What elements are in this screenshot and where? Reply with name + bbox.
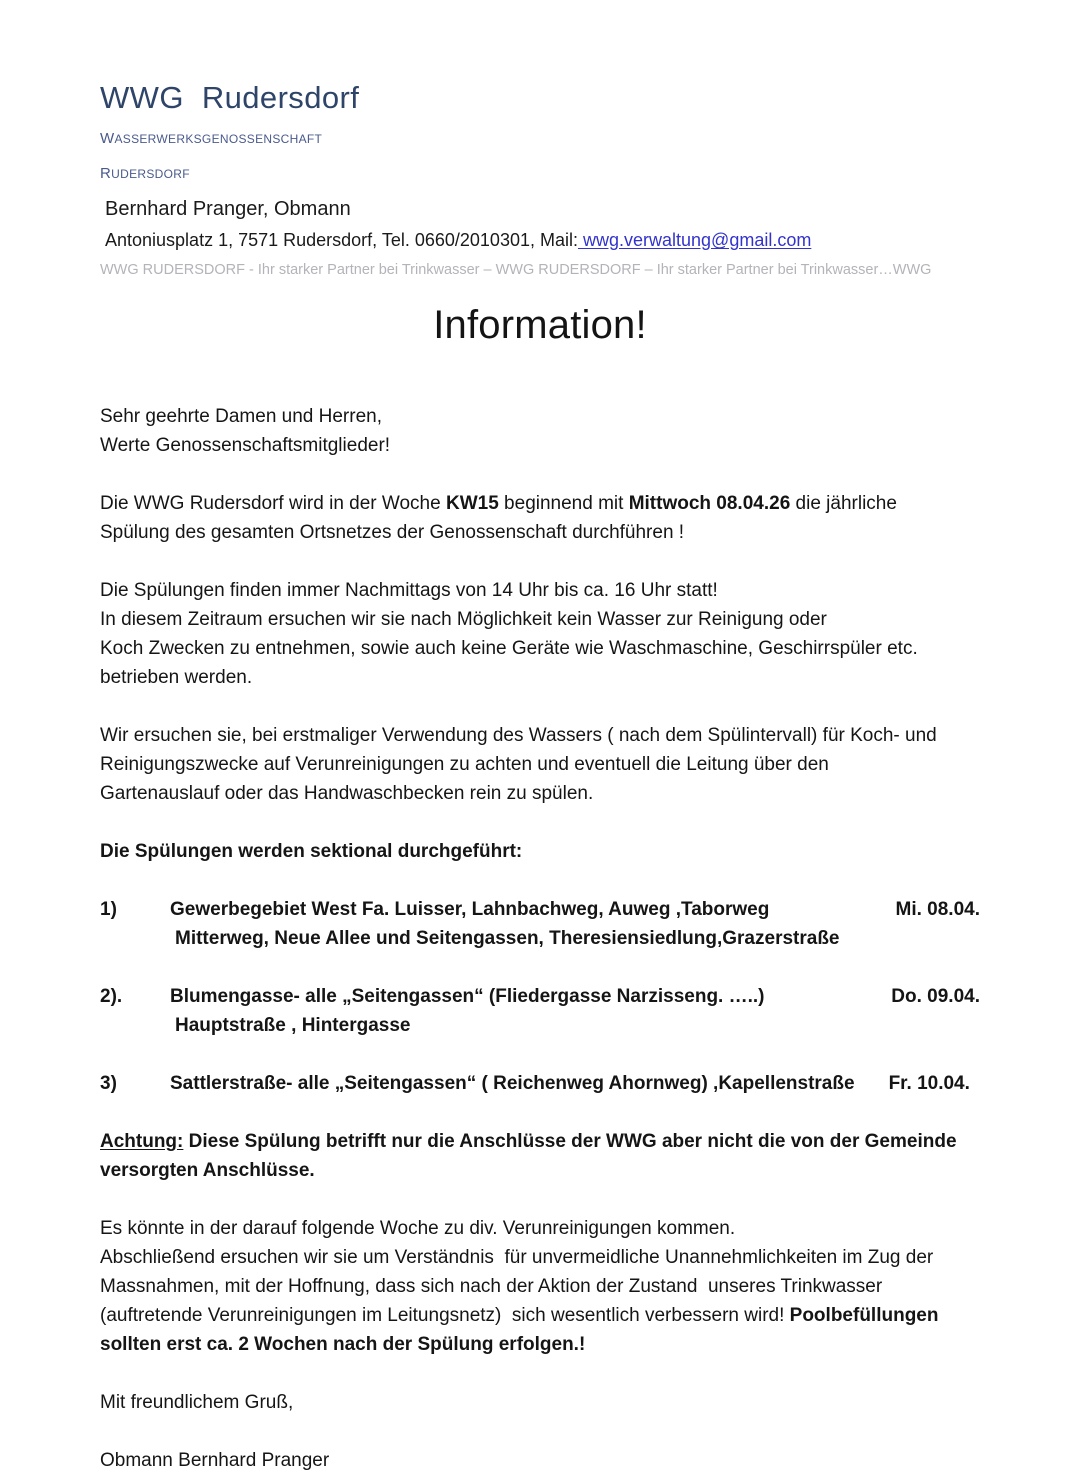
list-item-date: Mi. 08.04. <box>895 899 980 920</box>
pool-notice-bold-2: sollten erst ca. 2 Wochen nach der Spülung erfolgen.! <box>100 1334 586 1355</box>
times-line-2: In diesem Zeitraum ersuchen wir sie nach Möglichkeit kein Wasser zur Reinigung oder <box>100 609 827 630</box>
list-item-body <box>170 1069 980 1098</box>
times-paragraph <box>100 576 980 692</box>
announcement-line-2: Spülung des gesamten Ortsnetzes der Genossenschaft durchführen ! <box>100 522 685 543</box>
salutation-line-1: Sehr geehrte Damen und Herren, <box>100 406 382 427</box>
signoff-text: Mit freundlichem Gruß, <box>100 1392 294 1413</box>
closing-line-3: Massnahmen, mit der Hoffnung, dass sich nach der Aktion der Zustand unseres Trinkwasser <box>100 1276 883 1297</box>
closing-paragraph <box>100 1214 980 1359</box>
sectional-list <box>100 895 980 1098</box>
announcement-seg-1: Die WWG Rudersdorf wird in der Woche <box>100 493 446 514</box>
closing-line-4 <box>100 1301 980 1330</box>
announcement-seg-3: die jährliche <box>790 493 897 514</box>
list-item-date: Fr. 10.04. <box>888 1073 970 1094</box>
organization-subtitle-1: wasserwerksgenossenschaft <box>100 125 323 148</box>
list-item-text-line-1: Blumengasse- alle „Seitengassen“ (Fliedergasse Narzisseng. …..) <box>170 986 765 1007</box>
times-line-3: Koch Zwecken zu entnehmen, sowie auch keine Geräte wie Waschmaschine, Geschirrspüler etc. <box>100 638 918 659</box>
salutation-block <box>100 402 980 460</box>
page-title: Information! <box>433 303 647 347</box>
announcement-line-1 <box>100 489 980 518</box>
list-item-body <box>170 895 980 953</box>
times-line-4: betrieben werden. <box>100 667 253 688</box>
list-item-body <box>170 982 980 1040</box>
list-item-number: 1) <box>100 899 117 920</box>
list-item-text-line-2: Hauptstraße , Hintergasse <box>175 1015 411 1036</box>
signature-name: Obmann Bernhard Pranger <box>100 1450 330 1471</box>
letterhead <box>100 78 980 282</box>
announcement-seg-2: beginnend mit <box>498 493 629 514</box>
request-line-2: Reinigungszwecke auf Verunreinigungen zu achten und eventuell die Leitung über den <box>100 754 829 775</box>
letterhead-tagline: WWG RUDERSDORF - Ihr starker Partner bei Trinkwasser – WWG RUDERSDORF – Ihr starker Partner bei Trinkwasser…WWG <box>100 262 932 278</box>
list-item-text-line-1: Gewerbegebiet West Fa. Luisser, Lahnbachweg, Auweg ,Taborweg <box>170 899 770 920</box>
organization-name: WWG Rudersdorf <box>100 80 360 115</box>
organization-subtitle-2: rudersdorf <box>100 160 190 183</box>
list-item-number: 2). <box>100 986 123 1007</box>
attention-label: Achtung: <box>100 1131 184 1152</box>
pool-notice-bold-1: Poolbefüllungen <box>789 1305 939 1326</box>
closing-text-plain: (auftretende Verunreinigungen im Leitungsnetz) sich wesentlich verbessern wird! <box>100 1305 790 1326</box>
list-item-date: Do. 09.04. <box>891 986 980 1007</box>
contact-address-line <box>100 226 980 254</box>
address-text: Antoniusplatz 1, 7571 Rudersdorf, Tel. 0660/2010301, Mail: <box>105 230 578 250</box>
attention-notice-line-1 <box>100 1127 980 1156</box>
times-line-1: Die Spülungen finden immer Nachmittags von 14 Uhr bis ca. 16 Uhr statt! <box>100 580 718 601</box>
request-line-3: Gartenauslauf oder das Handwaschbecken rein zu spülen. <box>100 783 594 804</box>
attention-notice <box>100 1127 980 1185</box>
list-item <box>100 895 980 953</box>
request-paragraph <box>100 721 980 808</box>
list-item-row <box>170 895 980 924</box>
list-item-number: 3) <box>100 1073 117 1094</box>
announcement-date-bold: Mittwoch 08.04.26 <box>628 493 791 514</box>
announcement-week-bold: KW15 <box>445 493 499 514</box>
sectional-heading: Die Spülungen werden sektional durchgeführt: <box>100 841 523 862</box>
list-item-text-line-1: Sattlerstraße- alle „Seitengassen“ ( Reichenweg Ahornweg) ,Kapellenstraße <box>170 1073 855 1094</box>
list-item-text-line-2: Mitterweg, Neue Allee und Seitengassen, Theresiensiedlung,Grazerstraße <box>175 928 840 949</box>
list-item <box>100 1069 980 1098</box>
attention-notice-line-2: versorgten Anschlüsse. <box>100 1160 315 1181</box>
closing-line-5 <box>100 1330 980 1359</box>
salutation-line-2: Werte Genossenschaftsmitglieder! <box>100 435 391 456</box>
list-item-row <box>170 982 980 1011</box>
document-body <box>100 402 980 1475</box>
list-item <box>100 982 980 1040</box>
attention-text-1: Diese Spülung betrifft nur die Anschlüsse der WWG aber nicht die von der Gemeinde <box>183 1131 957 1152</box>
closing-line-1: Es könnte in der darauf folgende Woche zu div. Verunreinigungen kommen. <box>100 1218 736 1239</box>
email-link[interactable]: wwg.verwaltung@gmail.com <box>577 230 812 250</box>
contact-person-name: Bernhard Pranger, Obmann <box>105 198 351 220</box>
closing-line-2: Abschließend ersuchen wir sie um Verständnis für unvermeidliche Unannehmlichkeiten im Zug der <box>100 1247 934 1268</box>
list-item-row <box>170 1069 980 1098</box>
request-line-1: Wir ersuchen sie, bei erstmaliger Verwendung des Wassers ( nach dem Spülintervall) für Koch- und <box>100 725 937 746</box>
announcement-paragraph <box>100 489 980 547</box>
